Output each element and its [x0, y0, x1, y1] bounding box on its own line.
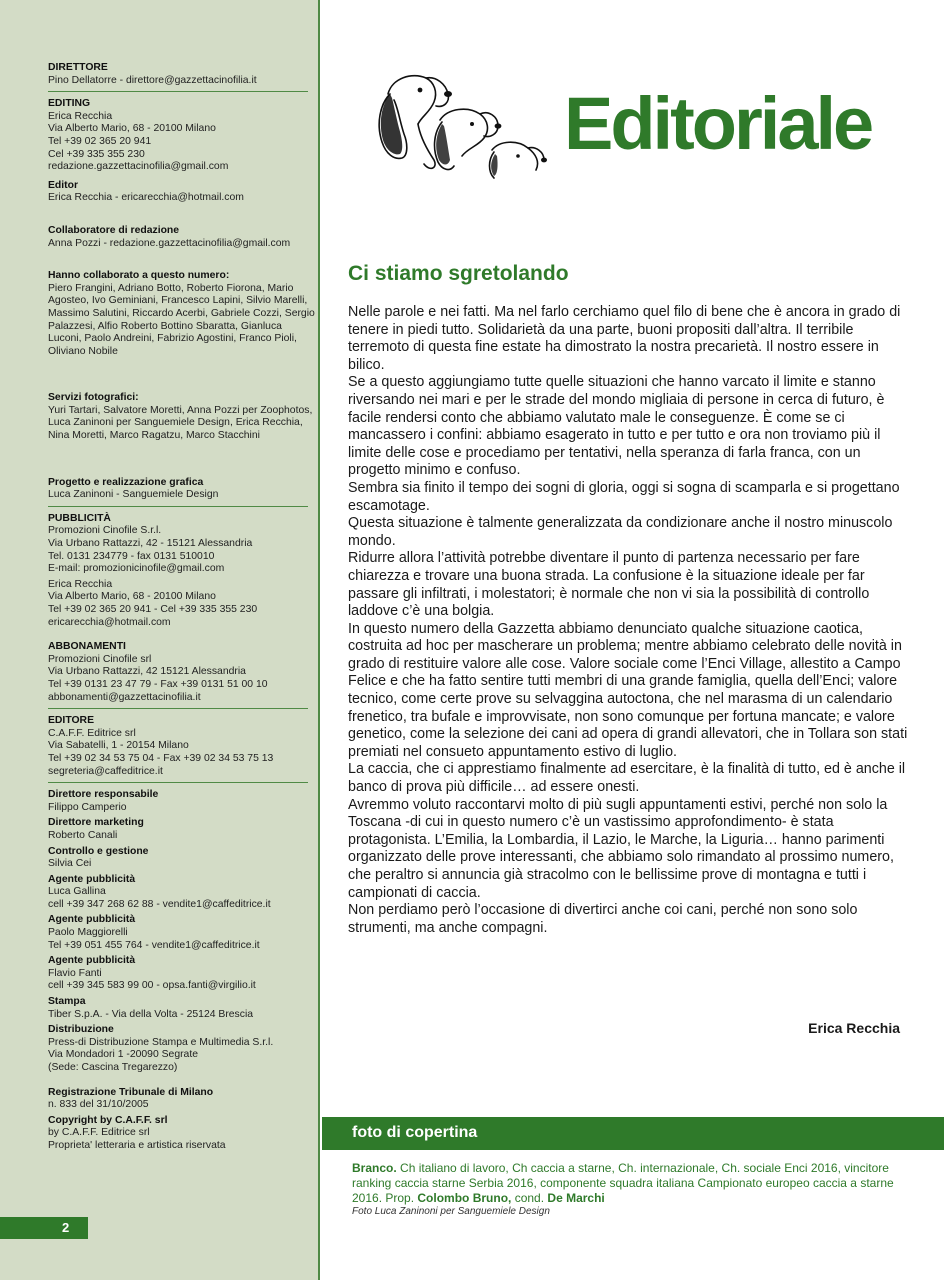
masthead-line: Tel +39 0131 23 47 79 - Fax +39 0131 51 00 10 [48, 678, 268, 690]
masthead-heading: EDITORE [48, 715, 94, 727]
masthead-line: Flavio Fanti [48, 967, 102, 979]
masthead-section [48, 874, 308, 912]
masthead-heading: Editor [48, 179, 79, 191]
masthead-line: Erica Recchia [48, 110, 113, 122]
masthead-line: Tel +39 02 34 53 75 04 - Fax +39 02 34 53 75 13 [48, 752, 274, 764]
masthead-line: Cel +39 335 355 230 [48, 148, 145, 160]
masthead-line: Piero Frangini, Adriano Botto, Roberto Fiorona, Mario [48, 282, 294, 294]
masthead-section [48, 955, 308, 993]
masthead-heading: DIRETTORE [48, 62, 108, 73]
masthead-line: Luca Zaninoni per Sanguemiele Design, Erica Recchia, [48, 417, 303, 429]
masthead-section [48, 579, 308, 629]
article-headline: Ci stiamo sgretolando [348, 262, 569, 285]
masthead-line: Promozioni Cinofile S.r.l. [48, 525, 162, 537]
divider [48, 506, 308, 507]
masthead-line: E-mail: promozionicinofile@gmail.com [48, 563, 225, 575]
article-paragraph: Nelle parole e nei fatti. Ma nel farlo cerchiamo quel filo di bene che è ancora in grado di tenere in piedi tutto. Solidarietà da una parte, buoni propositi dall’altra. Il terribile terremoto di questa fine estate ha dimostrato la nostra precarietà. Il nostro essere in bilico. [348, 304, 901, 373]
masthead-section [48, 914, 308, 952]
masthead-line: Via Sabatelli, 1 - 20154 Milano [48, 740, 189, 752]
masthead-line: Via Alberto Mario, 68 - 20100 Milano [48, 591, 216, 603]
article-body [348, 304, 908, 937]
masthead-line: Nina Moretti, Marco Ragatzu, Marco Stacchini [48, 430, 260, 442]
masthead-section [48, 817, 308, 842]
masthead-section [48, 641, 308, 704]
masthead-heading: Collaboratore di redazione [48, 224, 180, 236]
masthead-line: Oliviano Nobile [48, 345, 118, 357]
masthead-line: Pino Dellatorre - direttore@gazzettacinofilia.it [48, 74, 257, 86]
masthead-line: cell +39 345 583 99 00 - opsa.fanti@virgilio.it [48, 980, 256, 992]
spacer [48, 358, 308, 392]
masthead-section [48, 225, 308, 250]
masthead-line: Promozioni Cinofile srl [48, 653, 152, 665]
spacer [48, 443, 308, 477]
masthead-line: Anna Pozzi - redazione.gazzettacinofilia@gmail.com [48, 237, 291, 249]
caption-text: Ch italiano di lavoro, Ch caccia a starne, Ch. internazionale, Ch. sociale Enci 2016, vincitore ranking caccia starne Serbia 2016, componente squadra italiana Campionato europeo caccia a starne 2016. Prop. [352, 1161, 894, 1205]
masthead-line: Roberto Canali [48, 829, 118, 841]
masthead-line: Via Urbano Rattazzi, 42 - 15121 Alessandria [48, 538, 253, 550]
masthead-line: Tiber S.p.A. - Via della Volta - 25124 Brescia [48, 1008, 254, 1020]
masthead-line: Press-di Distribuzione Stampa e Multimedia S.r.l. [48, 1036, 274, 1048]
dogs-illustration-icon [368, 64, 548, 182]
masthead-line: Tel +39 02 365 20 941 - Cel +39 335 355 230 [48, 604, 258, 615]
masthead-line: Tel. 0131 234779 - fax 0131 510010 [48, 550, 215, 562]
article-paragraph: Se a questo aggiungiamo tutte quelle situazioni che hanno varcato il limite e stanno riversando nei mari e per le strade del mondo migliaia di persone in cerca di futuro, è facile rendersi conto che abbiamo valutato male le conseguenze. È come se ci mancassero i confini: abbiamo esagerato in tutto e per tutto e ora non troviamo più il limite delle cose e procediamo per tentativi, nella speranza di farla franca, con un progetto minimo e confuso. [348, 374, 885, 479]
section-title: Editoriale [564, 82, 872, 165]
article-paragraph: Ridurre allora l’attività potrebbe diventare il punto di partenza necessario per fare chiarezza e trovare una buona strada. La confusione è la situazione ideale per far passare gli infiltrati, i molestatori; è normale che non vi sia la possibilità di controllo laddove c’è una bolgia. [348, 550, 870, 620]
masthead-section [48, 715, 308, 778]
masthead-line: Luca Zaninoni - Sanguemiele Design [48, 489, 219, 501]
masthead-section [48, 1087, 308, 1112]
masthead-section [48, 270, 315, 358]
spacer [48, 205, 308, 225]
masthead-heading: Controllo e gestione [48, 845, 149, 857]
masthead-heading: EDITING [48, 98, 91, 110]
masthead-section [48, 1115, 308, 1153]
masthead-line: Luconi, Paolo Andreini, Fabrizio Agostini, Franco Pioli, [48, 333, 297, 345]
masthead-line: segreteria@caffeditrice.it [48, 765, 163, 777]
masthead-line: redazione.gazzettacinofilia@gmail.com [48, 161, 229, 173]
masthead-heading: Copyright by C.A.F.F. srl [48, 1114, 168, 1126]
spacer [48, 1075, 308, 1087]
masthead-line: Paolo Maggiorelli [48, 927, 128, 939]
editorial-header [368, 64, 908, 184]
masthead-heading: Direttore responsabile [48, 789, 159, 801]
masthead-line: Erica Recchia - ericarecchia@hotmail.com [48, 192, 244, 204]
masthead-line: Tel +39 02 365 20 941 [48, 135, 152, 147]
caption-emphasis: Colombo Bruno, [417, 1190, 512, 1205]
masthead-heading: Registrazione Tribunale di Milano [48, 1086, 214, 1098]
masthead-line: Silvia Cei [48, 858, 92, 870]
masthead-line: Tel +39 051 455 764 - vendite1@caffeditrice.it [48, 939, 260, 951]
masthead-heading: Agente pubblicità [48, 873, 136, 885]
caption-text: cond. [511, 1190, 548, 1205]
masthead-heading: ABBONAMENTI [48, 641, 126, 653]
masthead-heading: Direttore marketing [48, 817, 144, 829]
masthead-section [48, 477, 308, 502]
divider [48, 91, 308, 92]
masthead-line: n. 833 del 31/10/2005 [48, 1099, 149, 1111]
page-number: 2 [0, 1217, 88, 1239]
masthead-section [48, 62, 308, 87]
masthead-line: cell +39 347 268 62 88 - vendite1@caffeditrice.it [48, 898, 271, 910]
masthead-line: ericarecchia@hotmail.com [48, 616, 171, 628]
masthead-line: Via Urbano Rattazzi, 42 15121 Alessandria [48, 666, 246, 678]
cover-photo-label: foto di copertina [352, 1124, 478, 1141]
masthead-line: Yuri Tartari, Salvatore Moretti, Anna Pozzi per Zoophotos, [48, 404, 313, 416]
masthead-section [48, 98, 308, 174]
masthead-line: Via Mondadori 1 -20090 Segrate [48, 1049, 198, 1061]
divider [48, 708, 308, 709]
masthead-line: (Sede: Cascina Tregarezzo) [48, 1062, 178, 1073]
masthead-section [48, 513, 308, 576]
masthead-heading: PUBBLICITÀ [48, 512, 111, 524]
article-paragraph: Questa situazione è talmente generalizzata da condizionare anche il nostro minuscolo mondo. [348, 515, 893, 549]
masthead-section [48, 996, 308, 1021]
masthead-section [48, 180, 308, 205]
spacer [48, 250, 308, 270]
masthead-section [48, 789, 308, 814]
caption-emphasis: De Marchi [547, 1190, 605, 1205]
article-paragraph: La caccia, che ci apprestiamo finalmente ad esercitare, è la finalità di tutto, ed è anche il banco di prova più difficile… ad essere onesti. [348, 761, 906, 796]
masthead-heading: Agente pubblicità [48, 914, 136, 926]
article-author: Erica Recchia [808, 1020, 900, 1036]
masthead-line: Palazzesi, Alfio Roberto Bottino Sbaratta, Gianluca [48, 320, 282, 332]
divider [48, 782, 308, 783]
article-paragraph: Avremmo voluto raccontarvi molto di più sugli appuntamenti estivi, perché non solo la Toscana -di cui in questo numero c’è un vastissimo approfondimento- è stata protagonista. L’Emilia, la Lombardia, il Lazio, le Marche, la Liguria… hanno parimenti organizzato delle prove interessanti, che abbiamo solo rimandato al prossimo numero, che peraltro si annuncia già stracolmo con le bellissime prove di montagna e tutti i campionati di caccia. [348, 796, 894, 901]
masthead-line: abbonamenti@gazzettacinofilia.it [48, 691, 201, 703]
masthead-section [48, 392, 313, 442]
masthead-line: Erica Recchia [48, 578, 113, 590]
masthead-sidebar [0, 0, 320, 1280]
masthead-line: Massimo Salutini, Riccardo Acerbi, Gabriele Cozzi, Sergio [48, 307, 315, 319]
masthead-section [48, 1024, 308, 1074]
masthead-line: Luca Gallina [48, 886, 106, 898]
cover-photo-bar [322, 1117, 944, 1150]
masthead-heading: Servizi fotografici: [48, 392, 139, 404]
masthead-heading: Hanno collaborato a questo numero: [48, 270, 230, 282]
article-paragraph: In questo numero della Gazzetta abbiamo denunciato qualche situazione caotica, costruita ad hoc per mascherare un problema; mentre abbiamo celebrato delle novità in grado di restituire valore alle cose. Valore sociale come l’Enci Village, allestito a Campo Felice e che ha fatto sentire tutti membri di una grande famiglia, quella dell’Enci; valore tecnico, come certe prove su selvaggina autoctona, che nel marasma di un calendario frenetico, tra bufale e improvvisate, non sono comunque per fortuna mancate; e valore genetico, come la selezione dei cani ad opera di grandi allevatori, che in Tollara son stati premiati nel consueto appuntamento estivo di luglio. [348, 620, 908, 760]
masthead-line: Agosteo, Ivo Geminiani, Francesco Lapini, Silvio Marelli, [48, 295, 308, 307]
caption-emphasis: Branco. [352, 1161, 397, 1175]
masthead-section [48, 846, 308, 871]
masthead-line: Proprieta' letteraria e artistica riservata [48, 1139, 226, 1151]
masthead-heading: Progetto e realizzazione grafica [48, 476, 204, 488]
spacer [48, 629, 308, 641]
masthead-heading: Stampa [48, 996, 86, 1008]
masthead-credits [48, 62, 315, 1153]
masthead-line: by C.A.F.F. Editrice srl [48, 1127, 150, 1139]
masthead-heading: Distribuzione [48, 1024, 114, 1036]
article-paragraph: Non perdiamo però l’occasione di divertirci anche coi cani, perché non sono solo strumenti, ma anche compagni. [348, 902, 858, 936]
masthead-heading: Agente pubblicità [48, 955, 136, 967]
photo-credit: Foto Luca Zaninoni per Sanguemiele Design [352, 1206, 550, 1217]
article-paragraph: Sembra sia finito il tempo dei sogni di gloria, oggi si sogna di scamparla e si progettano escamotage. [348, 479, 900, 514]
cover-caption [352, 1161, 922, 1205]
masthead-line: C.A.F.F. Editrice srl [48, 727, 136, 739]
masthead-line: Via Alberto Mario, 68 - 20100 Milano [48, 123, 216, 135]
masthead-line: Filippo Camperio [48, 801, 127, 813]
